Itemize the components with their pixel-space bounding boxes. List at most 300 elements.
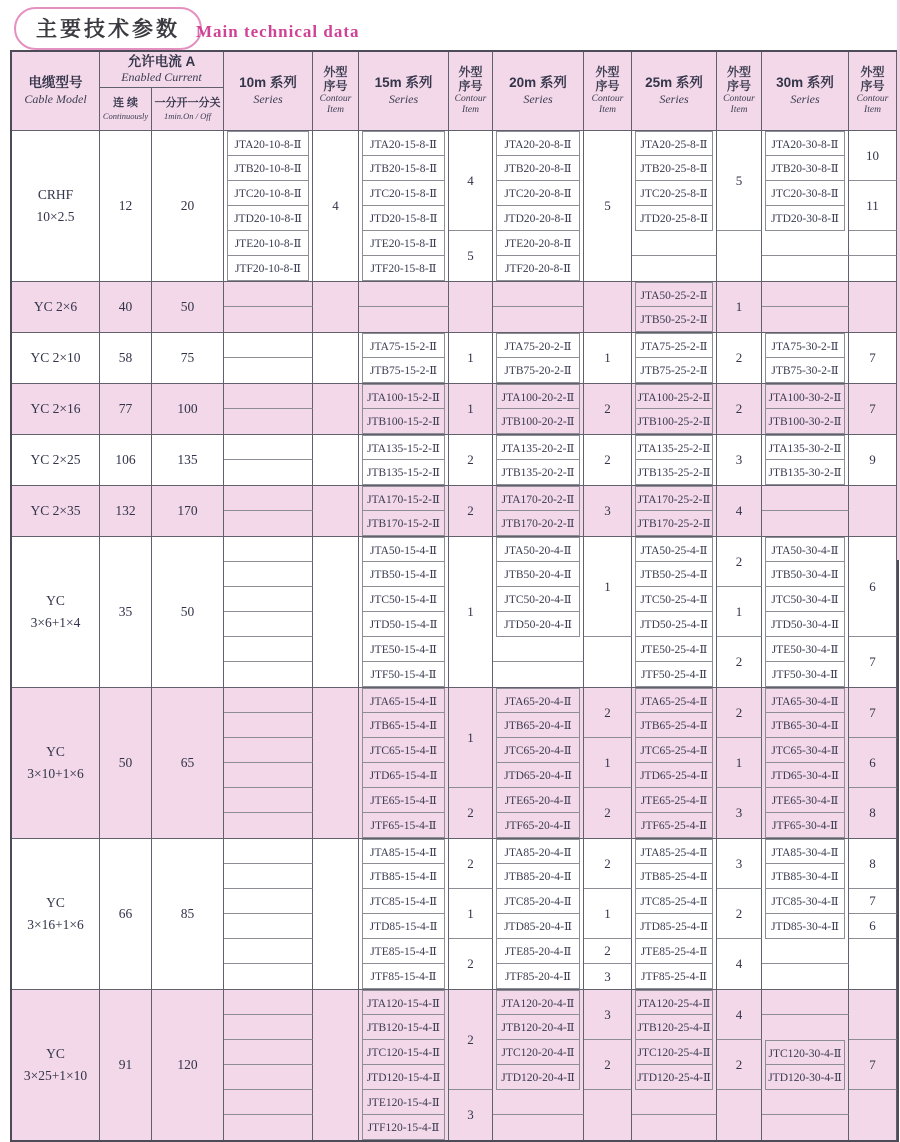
series-code: JTD65-25-4-Ⅱ <box>635 762 713 788</box>
series-code: JTC20-30-8-Ⅱ <box>765 180 845 206</box>
contour-item-cell <box>717 231 762 281</box>
cable-model-line: YC <box>46 744 65 760</box>
series-code: JTE50-25-4-Ⅱ <box>635 636 713 662</box>
series-code: JTE65-25-4-Ⅱ <box>635 787 713 813</box>
contour-item-cell: 1 <box>449 889 493 939</box>
series-cell <box>224 889 313 914</box>
series-cell <box>493 637 584 662</box>
series-code: JTF85-25-4-Ⅱ <box>635 963 713 989</box>
series-cell <box>359 131 449 156</box>
series-cell <box>493 537 584 562</box>
series-cell <box>224 688 313 713</box>
series-code: JTA100-15-2-Ⅱ <box>362 384 445 409</box>
series-cell <box>359 612 449 637</box>
series-cell <box>224 1065 313 1090</box>
contour-item-cell: 3 <box>584 990 632 1040</box>
cable-block <box>12 990 897 1140</box>
header-zh-label: 连 续 <box>112 96 139 109</box>
series-cell <box>224 511 313 536</box>
contour-item-cell <box>313 282 359 332</box>
series-code: JTB65-15-4-Ⅱ <box>362 712 445 738</box>
series-code: JTC65-15-4-Ⅱ <box>362 737 445 763</box>
series-code: JTA65-20-4-Ⅱ <box>496 688 580 713</box>
series-code: JTC50-15-4-Ⅱ <box>362 586 445 612</box>
cable-block <box>12 131 897 282</box>
series-cell <box>493 964 584 989</box>
series-code: JTB20-15-8-Ⅱ <box>362 155 445 181</box>
contour-item-cell: 2 <box>717 537 762 587</box>
contour-item-cell <box>313 537 359 687</box>
header-en-label: Series <box>790 91 820 106</box>
contour-item-cell: 2 <box>584 688 632 738</box>
series-cell <box>632 206 717 231</box>
series-cell <box>762 1065 849 1090</box>
series-cell <box>493 889 584 914</box>
series-cell <box>359 839 449 864</box>
series-cell <box>762 738 849 763</box>
series-code: JTF50-15-4-Ⅱ <box>362 661 445 687</box>
table-header <box>12 52 897 131</box>
series-cell <box>762 1040 849 1065</box>
contour-item-cell <box>849 231 897 256</box>
contour-item-cell <box>849 990 897 1040</box>
series-cell <box>632 282 717 307</box>
series-cell <box>493 1015 584 1040</box>
series-code: JTA170-25-2-Ⅱ <box>635 486 713 511</box>
series-cell <box>762 537 849 562</box>
series-cell <box>762 788 849 813</box>
contour-item-cell: 6 <box>849 738 897 788</box>
contour-item-cell: 7 <box>849 637 897 687</box>
contour-item-cell: 4 <box>717 486 762 536</box>
onoff-current-cell: 100 <box>152 384 224 434</box>
cable-model-line: YC 2×6 <box>33 299 78 315</box>
series-code: JTA85-30-4-Ⅱ <box>765 839 845 864</box>
header-en-label: Item <box>864 104 881 115</box>
series-code: JTD50-20-4-Ⅱ <box>496 611 580 637</box>
cable-model-cell <box>12 839 100 989</box>
series-cell <box>359 511 449 536</box>
onoff-current-cell: 170 <box>152 486 224 536</box>
series-cell <box>359 231 449 256</box>
header-en-label: Contour <box>723 93 755 104</box>
header-en-label: Series <box>253 91 283 106</box>
series-cell <box>359 813 449 838</box>
contour-item-cell: 7 <box>849 889 897 914</box>
header-series <box>359 52 449 130</box>
series-cell <box>224 256 313 281</box>
series-code: JTF65-20-4-Ⅱ <box>496 812 580 838</box>
cable-model-cell <box>12 688 100 838</box>
contour-item-cell: 2 <box>717 1040 762 1090</box>
contour-item-cell: 2 <box>449 486 493 536</box>
header-en-label: Series <box>659 91 689 106</box>
series-cell <box>224 409 313 434</box>
series-code: JTD50-25-4-Ⅱ <box>635 611 713 637</box>
header-zh-label: 序号 <box>860 79 885 94</box>
series-code: JTA65-30-4-Ⅱ <box>765 688 845 713</box>
continuous-current-cell: 132 <box>100 486 152 536</box>
series-code: JTB65-25-4-Ⅱ <box>635 712 713 738</box>
contour-item-cell: 1 <box>584 738 632 788</box>
series-code: JTE20-10-8-Ⅱ <box>227 230 309 256</box>
series-cell <box>493 460 584 485</box>
series-cell <box>493 587 584 612</box>
series-cell <box>224 964 313 989</box>
contour-item-cell: 6 <box>849 914 897 939</box>
contour-item-cell: 7 <box>849 384 897 434</box>
series-code: JTC120-15-4-Ⅱ <box>362 1039 445 1065</box>
series-cell <box>224 562 313 587</box>
contour-item-cell <box>584 282 632 332</box>
series-cell <box>224 864 313 889</box>
series-code: JTC65-20-4-Ⅱ <box>496 737 580 763</box>
series-cell <box>493 738 584 763</box>
series-cell <box>493 864 584 889</box>
series-cell <box>224 1090 313 1115</box>
onoff-current-cell: 75 <box>152 333 224 383</box>
contour-item-cell <box>313 333 359 383</box>
contour-item-cell: 2 <box>717 889 762 939</box>
series-cell <box>493 282 584 307</box>
contour-item-cell: 2 <box>449 839 493 889</box>
header-en-label: Enabled Current <box>121 70 202 85</box>
cable-model-line: YC 2×16 <box>30 401 81 417</box>
series-code: JTE50-15-4-Ⅱ <box>362 636 445 662</box>
series-cell <box>493 206 584 231</box>
series-cell <box>224 231 313 256</box>
series-code: JTA20-15-8-Ⅱ <box>362 131 445 156</box>
contour-item-cell: 2 <box>584 435 632 485</box>
header-en-label: Cable Model <box>24 91 87 106</box>
cable-model-cell <box>12 333 100 383</box>
cable-model-cell <box>12 990 100 1140</box>
series-cell <box>224 662 313 687</box>
contour-item-cell: 8 <box>849 788 897 838</box>
cable-model-line: YC 2×35 <box>30 503 81 519</box>
series-code: JTD65-20-4-Ⅱ <box>496 762 580 788</box>
series-code: JTB20-20-8-Ⅱ <box>496 155 580 181</box>
series-code: JTF85-20-4-Ⅱ <box>496 963 580 989</box>
series-code: JTC85-15-4-Ⅱ <box>362 888 445 914</box>
contour-item-cell: 3 <box>717 788 762 838</box>
series-code: JTF85-15-4-Ⅱ <box>362 963 445 989</box>
contour-item-cell: 7 <box>849 333 897 383</box>
series-cell <box>493 384 584 409</box>
series-code: JTB65-30-4-Ⅱ <box>765 712 845 738</box>
contour-item-cell: 7 <box>849 1040 897 1090</box>
contour-item-cell: 3 <box>584 964 632 989</box>
series-cell <box>632 435 717 460</box>
continuous-current-cell: 35 <box>100 537 152 687</box>
series-code: JTB85-25-4-Ⅱ <box>635 863 713 889</box>
series-code: JTA50-25-2-Ⅱ <box>635 282 713 307</box>
header-en-label: Contour <box>856 93 889 104</box>
series-cell <box>632 256 717 281</box>
series-code: JTA20-25-8-Ⅱ <box>635 131 713 156</box>
series-code: JTA135-25-2-Ⅱ <box>635 435 713 460</box>
continuous-current-cell: 66 <box>100 839 152 989</box>
series-cell <box>224 435 313 460</box>
series-code: JTF65-15-4-Ⅱ <box>362 812 445 838</box>
series-cell <box>359 1115 449 1140</box>
series-cell <box>493 1040 584 1065</box>
series-code: JTE85-15-4-Ⅱ <box>362 938 445 964</box>
header-en-label: Continuously <box>102 110 149 121</box>
continuous-current-cell: 58 <box>100 333 152 383</box>
series-cell <box>632 1065 717 1090</box>
series-code: JTD120-30-4-Ⅱ <box>765 1064 845 1090</box>
series-cell <box>359 587 449 612</box>
header-zh-label: 序号 <box>323 79 348 94</box>
series-code: JTD20-20-8-Ⅱ <box>496 205 580 231</box>
series-code: JTD20-10-8-Ⅱ <box>227 205 309 231</box>
header-zh-label: 25m 系列 <box>645 75 703 91</box>
series-cell <box>762 939 849 964</box>
contour-item-cell: 2 <box>449 939 493 989</box>
series-cell <box>762 1115 849 1140</box>
series-cell <box>224 763 313 788</box>
series-code: JTE85-25-4-Ⅱ <box>635 938 713 964</box>
cable-block <box>12 688 897 839</box>
series-cell <box>493 914 584 939</box>
cable-model-line: YC <box>46 1046 65 1062</box>
series-code: JTD85-15-4-Ⅱ <box>362 913 445 939</box>
continuous-current-cell: 106 <box>100 435 152 485</box>
contour-item-cell: 2 <box>584 384 632 434</box>
cable-model-cell <box>12 384 100 434</box>
series-cell <box>359 256 449 281</box>
series-cell <box>493 131 584 156</box>
series-code: JTD20-15-8-Ⅱ <box>362 205 445 231</box>
series-code: JTC20-10-8-Ⅱ <box>227 180 309 206</box>
series-cell <box>632 358 717 383</box>
contour-item-cell: 2 <box>584 788 632 838</box>
series-cell <box>632 637 717 662</box>
series-cell <box>493 409 584 434</box>
contour-item-cell: 1 <box>584 889 632 939</box>
series-cell <box>632 713 717 738</box>
series-code: JTB85-15-4-Ⅱ <box>362 863 445 889</box>
series-cell <box>493 435 584 460</box>
series-cell <box>224 1040 313 1065</box>
series-code: JTE120-15-4-Ⅱ <box>362 1089 445 1115</box>
series-cell <box>359 637 449 662</box>
series-cell <box>762 486 849 511</box>
series-cell <box>359 662 449 687</box>
series-cell <box>224 384 313 409</box>
cable-model-line: 3×16+1×6 <box>27 917 84 932</box>
series-code: JTB170-25-2-Ⅱ <box>635 510 713 536</box>
series-cell <box>493 939 584 964</box>
series-code: JTD65-30-4-Ⅱ <box>765 762 845 788</box>
series-code: JTA120-25-4-Ⅱ <box>635 990 713 1015</box>
series-cell <box>359 738 449 763</box>
series-code: JTC85-25-4-Ⅱ <box>635 888 713 914</box>
series-code: JTE50-30-4-Ⅱ <box>765 636 845 662</box>
contour-item-cell: 2 <box>584 1040 632 1090</box>
cable-block <box>12 537 897 688</box>
header-zh-label: 外型 <box>860 65 885 80</box>
cable-model-line: YC <box>46 895 65 911</box>
series-cell <box>493 486 584 511</box>
contour-item-cell <box>313 384 359 434</box>
series-code: JTA120-15-4-Ⅱ <box>362 990 445 1015</box>
continuous-current-cell: 40 <box>100 282 152 332</box>
contour-item-cell <box>849 1090 897 1140</box>
onoff-current-cell: 50 <box>152 282 224 332</box>
series-cell <box>359 435 449 460</box>
contour-item-cell: 2 <box>717 333 762 383</box>
series-cell <box>493 763 584 788</box>
series-cell <box>224 156 313 181</box>
series-cell <box>632 738 717 763</box>
contour-item-cell: 1 <box>449 537 493 687</box>
series-code: JTA50-15-4-Ⅱ <box>362 537 445 562</box>
series-cell <box>762 460 849 485</box>
header-zh-label: 一分开一分关 <box>154 96 221 109</box>
series-cell <box>762 914 849 939</box>
series-code: JTA170-20-2-Ⅱ <box>496 486 580 511</box>
series-cell <box>359 307 449 332</box>
series-cell <box>632 562 717 587</box>
series-cell <box>632 990 717 1015</box>
contour-item-cell: 5 <box>584 131 632 281</box>
series-cell <box>632 384 717 409</box>
series-code: JTB100-25-2-Ⅱ <box>635 408 713 434</box>
series-code: JTA75-25-2-Ⅱ <box>635 333 713 358</box>
series-cell <box>762 713 849 738</box>
series-code: JTA100-20-2-Ⅱ <box>496 384 580 409</box>
series-code: JTB50-15-4-Ⅱ <box>362 561 445 587</box>
contour-item-cell: 3 <box>584 486 632 536</box>
header-en-label: Item <box>327 104 344 115</box>
cable-model-cell <box>12 435 100 485</box>
series-cell <box>493 511 584 536</box>
series-code: JTD65-15-4-Ⅱ <box>362 762 445 788</box>
series-cell <box>762 813 849 838</box>
series-code: JTB75-20-2-Ⅱ <box>496 357 580 383</box>
series-cell <box>224 1015 313 1040</box>
series-cell <box>632 662 717 687</box>
series-cell <box>359 788 449 813</box>
series-code: JTE65-30-4-Ⅱ <box>765 787 845 813</box>
series-code: JTB120-15-4-Ⅱ <box>362 1014 445 1040</box>
series-code: JTF20-20-8-Ⅱ <box>496 255 580 281</box>
series-code: JTA75-20-2-Ⅱ <box>496 333 580 358</box>
contour-item-cell <box>313 688 359 838</box>
header-en-label: Series <box>388 91 419 106</box>
onoff-current-cell: 50 <box>152 537 224 687</box>
series-code: JTA75-30-2-Ⅱ <box>765 333 845 358</box>
series-cell <box>359 460 449 485</box>
header-zh-label: 允许电流 A <box>127 53 196 69</box>
series-cell <box>224 181 313 206</box>
series-code: JTF65-30-4-Ⅱ <box>765 812 845 838</box>
contour-item-cell: 1 <box>717 282 762 332</box>
series-cell <box>224 990 313 1015</box>
contour-item-cell <box>313 990 359 1140</box>
contour-item-cell: 2 <box>717 637 762 687</box>
contour-item-cell: 5 <box>717 131 762 231</box>
series-cell <box>762 1090 849 1115</box>
continuous-current-cell: 77 <box>100 384 152 434</box>
page-title-box <box>14 7 202 50</box>
series-code: JTC50-25-4-Ⅱ <box>635 586 713 612</box>
contour-item-cell <box>313 839 359 989</box>
series-cell <box>632 914 717 939</box>
series-code: JTD20-30-8-Ⅱ <box>765 205 845 231</box>
contour-item-cell <box>313 435 359 485</box>
contour-item-cell: 9 <box>849 435 897 485</box>
series-cell <box>762 964 849 989</box>
series-code: JTB100-20-2-Ⅱ <box>496 408 580 434</box>
cable-block <box>12 435 897 486</box>
series-cell <box>359 914 449 939</box>
series-cell <box>632 688 717 713</box>
cable-block <box>12 384 897 435</box>
contour-item-cell: 1 <box>584 537 632 637</box>
series-cell <box>632 156 717 181</box>
series-cell <box>359 486 449 511</box>
series-cell <box>632 587 717 612</box>
series-cell <box>359 1040 449 1065</box>
contour-item-cell: 2 <box>449 435 493 485</box>
series-cell <box>359 1015 449 1040</box>
series-code: JTA170-15-2-Ⅱ <box>362 486 445 511</box>
series-code: JTC50-20-4-Ⅱ <box>496 586 580 612</box>
header-en-label: Item <box>599 104 616 115</box>
series-code: JTD20-25-8-Ⅱ <box>635 205 713 231</box>
header-zh-label: 序号 <box>458 79 483 94</box>
header-en-label: Contour <box>454 93 487 104</box>
series-cell <box>493 562 584 587</box>
series-code: JTC65-25-4-Ⅱ <box>635 737 713 763</box>
series-cell <box>762 181 849 206</box>
cable-model-cell <box>12 282 100 332</box>
series-cell <box>632 131 717 156</box>
series-cell <box>493 839 584 864</box>
series-cell <box>762 409 849 434</box>
series-cell <box>359 181 449 206</box>
series-code: JTD85-20-4-Ⅱ <box>496 913 580 939</box>
header-contour <box>313 52 359 130</box>
series-code: JTA135-20-2-Ⅱ <box>496 435 580 460</box>
series-code: JTB170-15-2-Ⅱ <box>362 510 445 536</box>
series-cell <box>359 889 449 914</box>
series-code: JTF20-10-8-Ⅱ <box>227 255 309 281</box>
series-code: JTA65-25-4-Ⅱ <box>635 688 713 713</box>
series-cell <box>359 206 449 231</box>
series-code: JTB50-20-4-Ⅱ <box>496 561 580 587</box>
series-cell <box>762 637 849 662</box>
header-series <box>224 52 313 130</box>
contour-item-cell: 4 <box>313 131 359 281</box>
series-cell <box>359 1090 449 1115</box>
series-code: JTE65-20-4-Ⅱ <box>496 787 580 813</box>
contour-item-cell: 4 <box>449 131 493 231</box>
series-cell <box>762 256 849 281</box>
series-code: JTE85-20-4-Ⅱ <box>496 938 580 964</box>
series-cell <box>762 511 849 536</box>
header-zh-label: 外型 <box>458 65 483 80</box>
series-cell <box>493 333 584 358</box>
series-cell <box>224 460 313 485</box>
series-cell <box>632 1115 717 1140</box>
series-code: JTB120-20-4-Ⅱ <box>496 1014 580 1040</box>
cable-model-cell <box>12 537 100 687</box>
series-code: JTB65-20-4-Ⅱ <box>496 712 580 738</box>
